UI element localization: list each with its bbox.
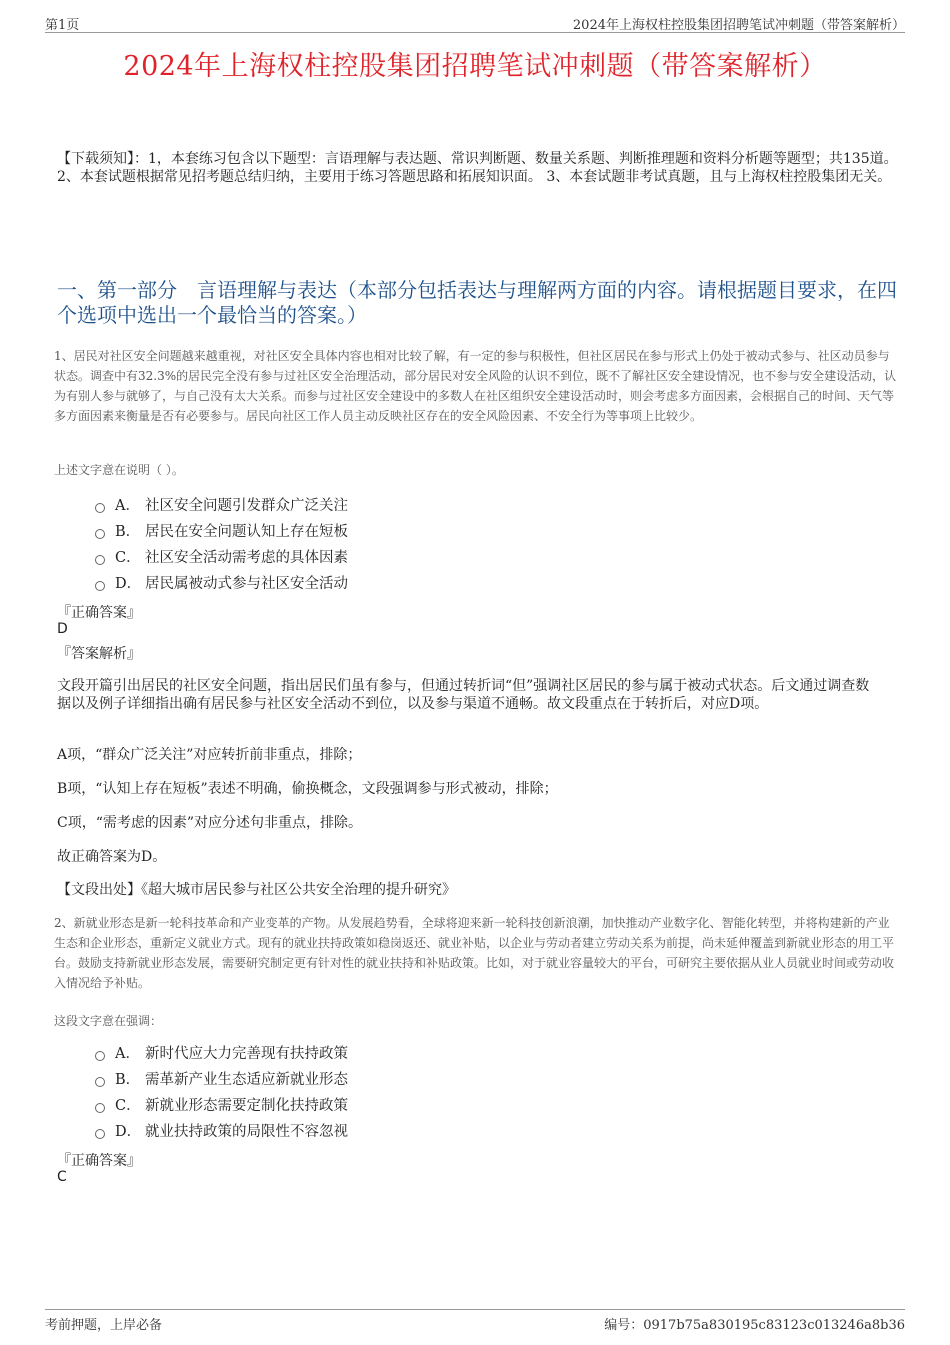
footer-slogan: 考前押题，上岸必备	[45, 1318, 163, 1333]
q2-question: 这段文字意在强调：	[54, 1014, 163, 1028]
radio-icon[interactable]	[95, 529, 105, 539]
q2-answer-label: 『正确答案』	[57, 1153, 141, 1169]
q1-option-b[interactable]: B． 居民在安全问题认知上存在短板	[95, 519, 348, 545]
document-title: 2024年上海权柱控股集团招聘笔试冲刺题（带答案解析）	[123, 51, 827, 82]
q2-option-d[interactable]: D． 就业扶持政策的局限性不容忽视	[95, 1119, 348, 1145]
radio-icon[interactable]	[95, 503, 105, 513]
page-header	[45, 14, 905, 33]
q1-analysis-label: 『答案解析』	[57, 646, 141, 662]
q1-option-d[interactable]: D． 居民属被动式参与社区安全活动	[95, 571, 348, 597]
q1-option-a[interactable]: A． 社区安全问题引发群众广泛关注	[95, 493, 348, 519]
header-doc-title: 2024年上海权柱控股集团招聘笔试冲刺题（带答案解析）	[572, 18, 905, 33]
section-heading: 一、第一部分 言语理解与表达（本部分包括表达与理解两方面的内容。请根据题目要求，在四个选项中选出一个最恰当的答案。）	[57, 278, 897, 327]
radio-icon[interactable]	[95, 555, 105, 565]
radio-icon[interactable]	[95, 1077, 105, 1087]
q1-analysis-4: C项，“需考虑的因素”对应分述句非重点，排除。	[57, 815, 363, 831]
q1-answer-label: 『正确答案』	[57, 605, 141, 621]
q1-analysis-3: B项，“认知上存在短板”表述不明确，偷换概念，文段强调参与形式被动，排除；	[57, 781, 558, 797]
radio-icon[interactable]	[95, 581, 105, 591]
download-notice: 【下载须知】：1，本套练习包含以下题型：言语理解与表达题、常识判断题、数量关系题、判断推理题和资料分析题等题型；共135道。 2、本套试题根据常见招考题总结归纳，主要用于练习答题思路和拓展知识面。 3、本套试题非考试真题，且与上海权柱控股集团无关。	[57, 151, 898, 185]
q2-option-c[interactable]: C． 新就业形态需要定制化扶持政策	[95, 1093, 348, 1119]
page-number: 第1页	[45, 18, 80, 33]
q1-source: 【文段出处】《超大城市居民参与社区公共安全治理的提升研究》	[57, 882, 456, 898]
q1-question: 上述文字意在说明（ ）。	[54, 463, 184, 477]
radio-icon[interactable]	[95, 1051, 105, 1061]
q2-option-a[interactable]: A． 新时代应大力完善现有扶持政策	[95, 1041, 348, 1067]
footer-serial: 编号：0917b75a830195c83123c013246a8b36	[604, 1318, 905, 1333]
q2-options	[95, 1041, 348, 1145]
q1-analysis-1: 文段开篇引出居民的社区安全问题，指出居民们虽有参与，但通过转折词“但”强调社区居民的参与属于被动式状态。后文通过调查数据以及例子详细指出确有居民参与社区安全活动不到位，以及参与渠道不通畅。故文段重点在于转折后，对应D项。	[57, 678, 870, 712]
radio-icon[interactable]	[95, 1129, 105, 1139]
q1-analysis-2: A项，“群众广泛关注”对应转折前非重点，排除；	[57, 747, 362, 763]
q1-option-c[interactable]: C． 社区安全活动需考虑的具体因素	[95, 545, 348, 571]
radio-icon[interactable]	[95, 1103, 105, 1113]
page-footer	[45, 1309, 905, 1333]
q1-answer: D	[57, 621, 68, 637]
q2-passage: 2、新就业形态是新一轮科技革命和产业变革的产物。从发展趋势看，全球将迎来新一轮科技创新浪潮，加快推动产业数字化、智能化转型，并将构建新的产业生态和企业形态，重新定义就业方式。现有的就业扶持政策如稳岗返还、就业补贴，以企业与劳动者建立劳动关系为前提，尚未延伸覆盖到新就业形态的用工平台。鼓励支持新就业形态发展，需要研究制定更有针对性的就业扶持和补贴政策。比如，对于就业容量较大的平台，可研究主要依据从业人员就业时间或劳动收入情况给予补贴。	[54, 916, 895, 990]
q1-options	[95, 493, 348, 597]
q2-answer: C	[57, 1169, 67, 1185]
q1-analysis-5: 故正确答案为D。	[57, 849, 167, 865]
q1-passage: 1、居民对社区安全问题越来越重视，对社区安全具体内容也相对比较了解，有一定的参与积极性，但社区居民在参与形式上仍处于被动式参与、社区动员参与状态。调查中有32.3%的居民完全没有参与过社区安全治理活动，部分居民对安全风险的认识不到位，既不了解社区安全建设情况，也不参与安全建设活动，认为有别人参与就够了，与自己没有太大关系。而参与过社区安全建设中的多数人在社区组织安全建设活动时，则会考虑多方面因素，会根据自己的时间、天气等多方面因素来衡量是否有必要参与。居民向社区工作人员主动反映社区存在的安全风险因素、不安全行为等事项上比较少。	[54, 349, 897, 423]
q2-option-b[interactable]: B． 需革新产业生态适应新就业形态	[95, 1067, 348, 1093]
